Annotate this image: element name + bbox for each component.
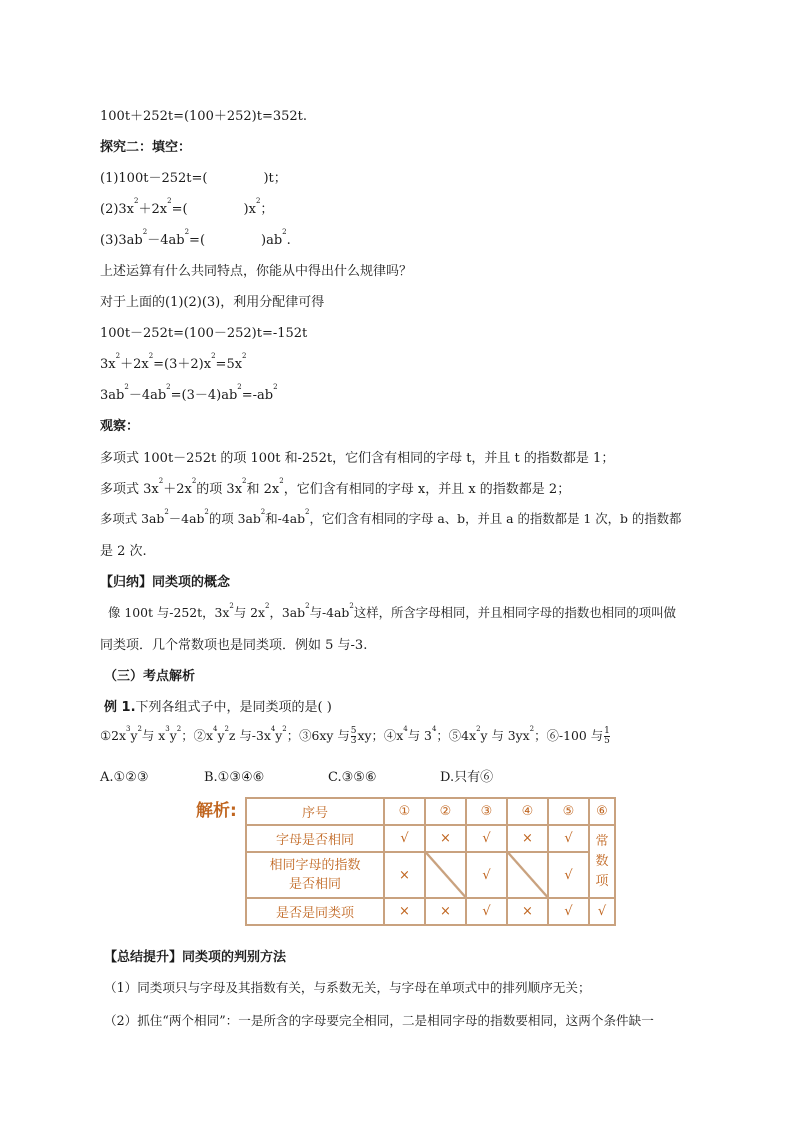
- table-row: 相同字母的指数 是否相同 × √ √: [246, 852, 615, 898]
- equation-line: $3x^2+2x^2=(3+2)x^2=5x^2$: [100, 352, 247, 372]
- slash-cell: [507, 852, 548, 898]
- definition-line: 像 100t 与-252t，$3x^2$与 $2x^2$，$3ab^2$与$-4ab^2$这样，所含字母相同，并且相同字母的指数也相同的项叫做: [108, 602, 676, 620]
- answer-choices: A.①②③ B.①③④⑥ C.③⑤⑥ D.只有⑥: [100, 770, 494, 785]
- equation-line: 100t－252t=(100－252)t=-152t: [100, 326, 308, 341]
- fill-blank-2: $(2)3x^2+2x^2=$( )$x^2$；: [100, 197, 274, 217]
- summary-point-1: （1）同类项只与字母及其指数有关，与系数无关，与字母在单项式中的排列顺序无关；: [104, 980, 591, 995]
- table-row: 是否是同类项 × × √ × √ √: [246, 898, 615, 925]
- question-line: 上述运算有什么共同特点，你能从中得出什么规律吗？: [100, 264, 413, 279]
- summary-method-heading: 【总结提升】同类项的判别方法: [104, 950, 287, 965]
- fill-blank-3: $(3)3ab^2-4ab^2=$( )$ab^2$.: [100, 228, 291, 248]
- definition-line-cont: 同类项．几个常数项也是同类项．例如 5 与-3.: [100, 638, 368, 653]
- section-heading-3: （三）考点解析: [104, 669, 196, 684]
- observation-3: 多项式 $3ab^2-4ab^2$的项 $3ab^2$和$-4ab^2$，它们含有相同的字母 a、b，并且 a 的指数都是 1 次，b 的指数都: [100, 508, 682, 526]
- observation-1: 多项式 100t－252t 的项 100t 和-252t，它们含有相同的字母 t，并且 t 的指数都是 1；: [100, 451, 615, 466]
- slash-cell: [425, 852, 466, 898]
- equation-line: 100t＋252t=(100＋252)t=352t.: [100, 109, 308, 124]
- fill-blank-1: (1)100t－252t=( )t；: [100, 171, 287, 186]
- example-question: 例 1.下列各组式子中，是同类项的是( ): [104, 700, 332, 715]
- observation-2: 多项式 $3x^2+2x^2$的项 $3x^2$和 $2x^2$，它们含有相同的字母 x，并且 x 的指数都是 2；: [100, 477, 571, 497]
- equation-line: $3ab^2-4ab^2=(3-4)ab^2=-ab^2$: [100, 383, 278, 403]
- example-options: $①2x^3y^2$与 $x^3y^2$；$②x^4y^2z$ 与$-3x^4y^2$；③6xy 与 $\frac{5}{3}$ xy；$④x^4$与 $3^4$；$⑤4x^2y$ 与 $3yx^2$；⑥-100 与 $\frac{1}{5}$: [100, 725, 610, 746]
- analysis-table: [245, 797, 616, 926]
- summary-point-2: （2）抓住“两个相同”：一是所含的字母要完全相同，二是相同字母的指数要相同，这两个条件缺一: [104, 1013, 654, 1028]
- analysis-label: 解析:: [196, 801, 237, 821]
- summary-heading: 【归纳】同类项的概念: [100, 575, 231, 590]
- table-row: 序号 ① ② ③ ④ ⑤ ⑥: [246, 798, 615, 825]
- section-heading: 探究二：填空：: [100, 140, 192, 155]
- table-row: 字母是否相同 √ × √ × √ 常 数 项: [246, 825, 615, 852]
- observation-3-cont: 是 2 次.: [100, 544, 147, 559]
- text-line: 对于上面的(1)(2)(3)，利用分配律可得: [100, 295, 325, 310]
- constant-term-cell: 常 数 项: [589, 825, 615, 898]
- observe-heading: 观察：: [100, 419, 140, 434]
